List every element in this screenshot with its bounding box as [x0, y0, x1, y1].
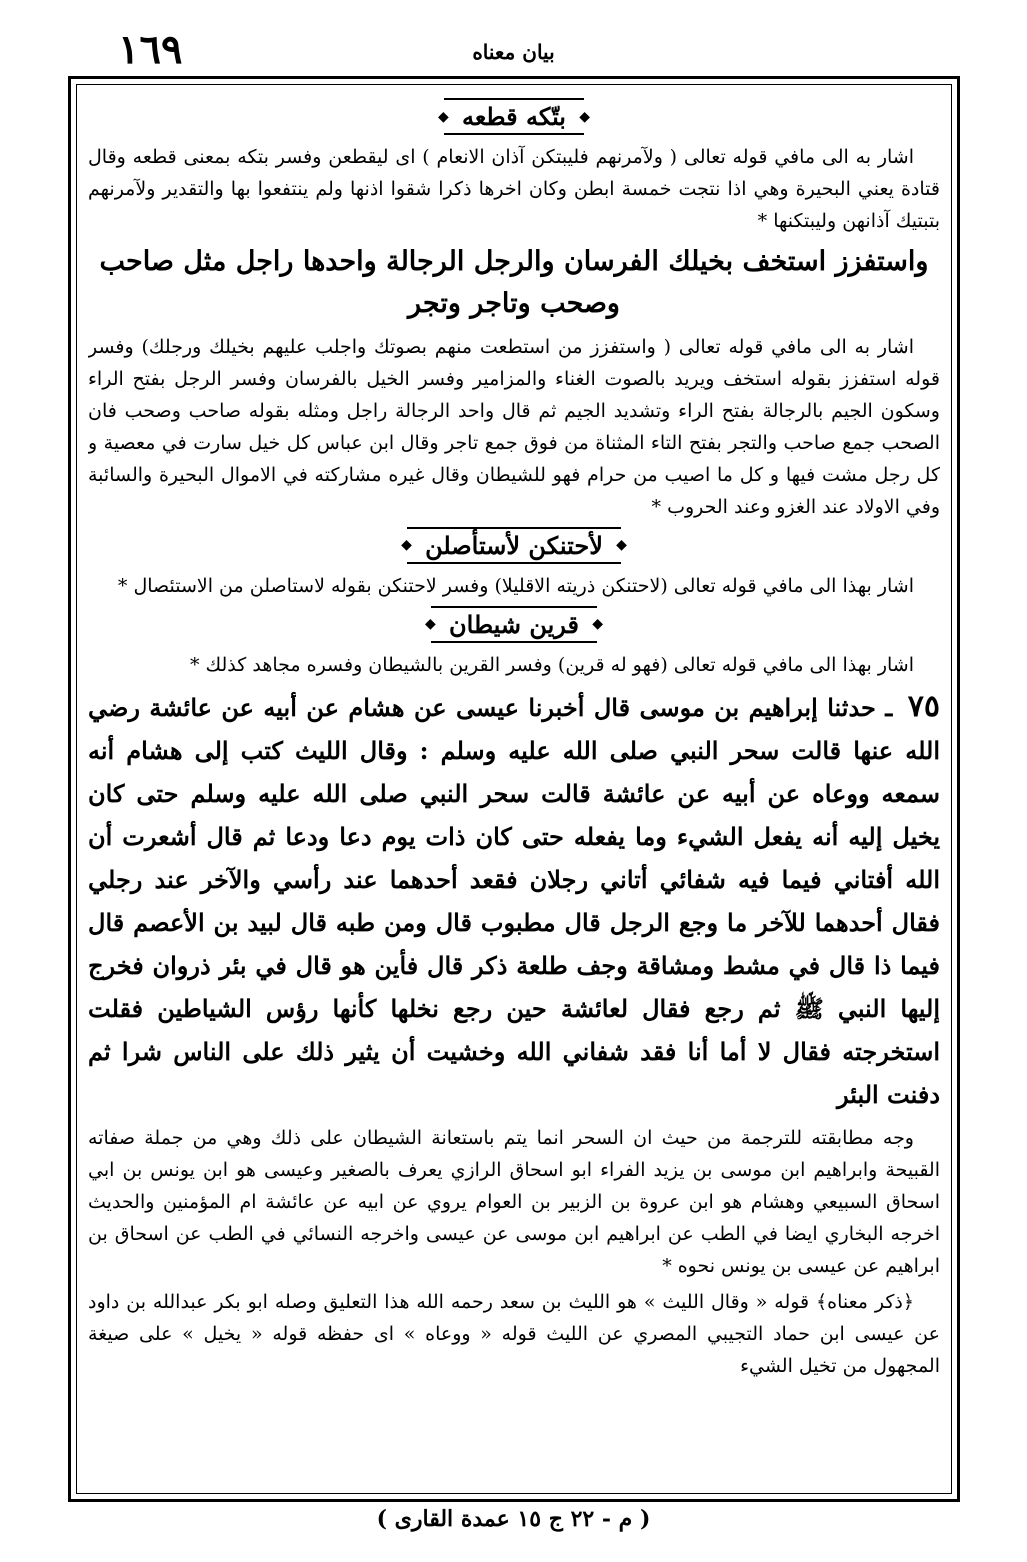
- running-head: بیان معناه: [472, 40, 555, 64]
- section-text: اشار بهذا الى مافي قوله تعالى (لاحتنكن ذريته الاقليلا) وفسر لاحتنكن بقوله لاستاصلن من الاستئصال *: [117, 574, 914, 597]
- hadith-body: ـ حدثنا إبراهيم بن موسى قال أخبرنا عيسى عن هشام عن أبيه عن عائشة رضي الله عنها قالت سحر النبي صلى الله عليه وسلم : وقال الليث كتب إلى هشام أنه سمعه ووعاه عن أبيه عن عائشة قالت سحر النبي صلى الله عليه وسلم حتى كان يخيل إليه أنه يفعل الشيء وما يفعله حتى كان ذات يوم دعا ودعا ثم قال أشعرت أن الله أفتاني فيما فيه شفائي أتاني رجلان فقعد أحدهما عند رأسي والآخر عند رجلي فقال أحدهما للآخر ما وجع الرجل قال مطبوب قال ومن طبه قال لبيد بن الأعصم قال فيما ذا قال في مشط ومشاقة وجف طلعة ذكر قال فأين هو قال في بئر ذروان فخرج إليها النبي ﷺ ثم رجع فقال لعائشة حين رجع نخلها كأنها رؤس الشياطين فقلت استخرجته فقال لا أما أنا فقد شفاني الله وخشيت أن يثير ذلك على الناس شرا ثم دفنت البئر: [88, 692, 940, 1109]
- page-number: ١٦٩: [118, 26, 183, 73]
- section-text: اشار به الى مافي قوله تعالى ( ولآمرنهم فليبتكن آذان الانعام ) اى ليقطعن وفسر بتكه بمعنى قطعه وقال قتادة يعني البحيرة وهي اذا نتجت خمسة ابطن وكان اخرها ذكرا شقوا اذنها ولم ينتفعوا بها والتقدير ولآمرنهم بتبتيك آذانهن وليبتكنها *: [88, 146, 940, 232]
- page-footer: ( م - ٢٢ ج ١٥ عمدة القارى ): [376, 1506, 651, 1532]
- commentary-paragraph: ﴿ذكر معناه﴾ قوله « وقال الليث » هو الليث بن سعد رحمه الله هذا التعليق وصله ابو بكر عبدالله بن داود عن عيسى ابن حماد التجيبي المصري عن الليث قوله « ووعاه » اى حفظه قوله « يخيل » على صيغة المجهول من تخيل الشيء: [88, 1290, 940, 1377]
- section-heading: ◆ بتّكه قطعه ◆: [88, 98, 940, 135]
- commentary-paragraph: وجه مطابقته للترجمة من حيث ان السحر انما يتم باستعانة الشيطان على ذلك وهي من جملة صفاته القبيحة وابراهيم ابن موسى بن يزيد الفراء ابو اسحاق الرازي يعرف بالصغير وعيسى هو ابن يونس بن ابي اسحاق السبيعي وهشام هو ابن عروة بن الزبير بن العوام يروي عن ابيه عن عائشة ام المؤمنين والحديث اخرجه البخاري ايضا في الطب عن ابراهيم ابن موسى عن عيسى واخرجه النسائي في الطب عن اسحاق بن ابراهيم عن عيسى بن يونس نحوه *: [88, 1126, 940, 1277]
- section-heading: ◆ قرين شيطان ◆: [88, 606, 940, 643]
- section-heading: ◆ لأحتنكن لأستأصلن ◆: [88, 527, 940, 564]
- section-heading: واستفزز استخف بخيلك الفرسان والرجل الرجالة واحدها راجل مثل صاحب وصحب وتاجر وتجر: [99, 246, 929, 319]
- page-body: [88, 94, 940, 1490]
- section-text: اشار به الى مافي قوله تعالى ( واستفزز من استطعت منهم بصوتك واجلب عليهم بخيلك ورجلك) وفسر قوله استفزز بقوله استخف ويريد بالصوت الغناء والمزامير وفسر الخيل بالفرسان وفسر الرجل بفتح الراء وسكون الجيم بالرجالة بفتح الراء وتشديد الجيم ثم قال واحد الرجالة راجل ومثله بقوله صاحب وصحب فان الصحب جمع صاحب والتجر بفتح التاء المثناة من فوق جمع تاجر وقال ابن عباس كل خيل سارت في معصية و كل رجل مشت فيها و كل ما اصيب من حرام فهو للشيطان وقال غيره مشاركته في الاموال البحيرة والسائبة وفي الاولاد عند الغزو وعند الحروب *: [88, 335, 940, 518]
- hadith-text: [88, 685, 940, 1116]
- hadith-number: ٧٥: [907, 688, 940, 724]
- section-text: اشار بهذا الى مافي قوله تعالى (فهو له قرين) وفسر القرين بالشيطان وفسره مجاهد كذلك *: [189, 653, 914, 676]
